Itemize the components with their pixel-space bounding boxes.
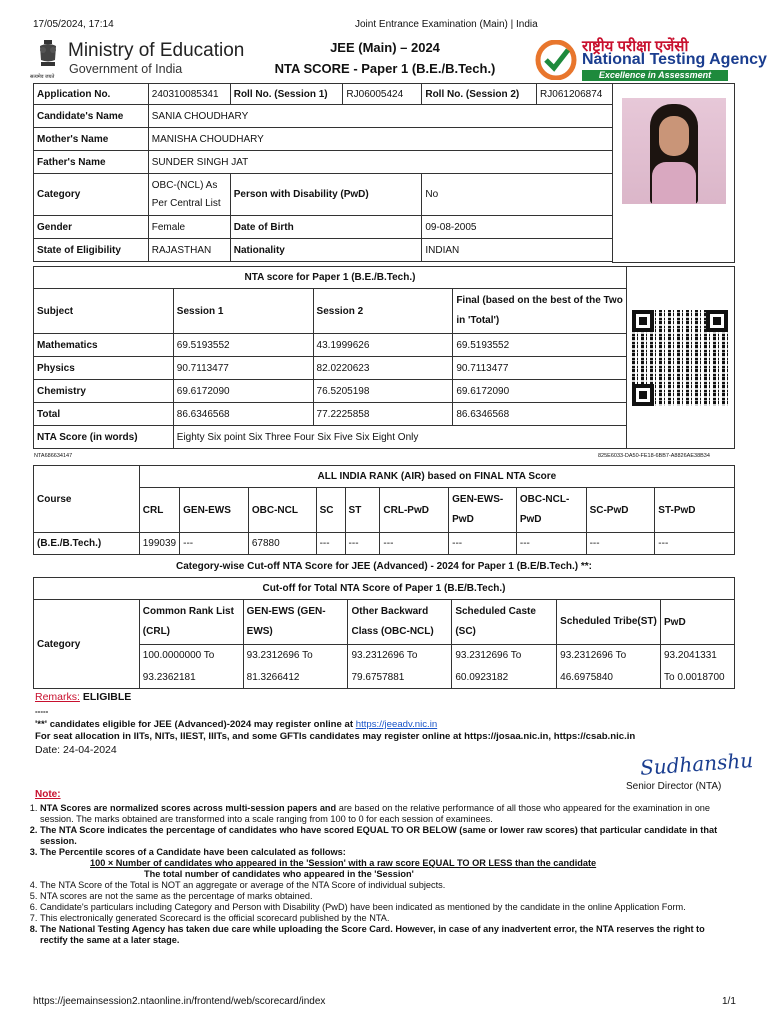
score-words-label: NTA Score (in words) <box>34 426 174 449</box>
nta-hindi-name: राष्ट्रीय परीक्षा एजेंसी <box>582 38 689 55</box>
air-value: --- <box>380 533 449 555</box>
note-bold: NTA Scores are normalized scores across multi-session papers and <box>40 803 337 813</box>
score-value: 69.6172090 <box>453 380 627 403</box>
air-course: (B.E./B.Tech.) <box>34 533 140 555</box>
remarks-line1 <box>35 719 437 730</box>
emblem-motto: सत्यमेव जयते <box>30 74 55 80</box>
score-header-session1: Session 1 <box>173 289 313 334</box>
mother-value: MANISHA CHOUDHARY <box>148 128 612 151</box>
cutoff-category-label: Category <box>34 600 140 689</box>
roll1-label: Roll No. (Session 1) <box>230 84 343 105</box>
score-header-session2: Session 2 <box>313 289 453 334</box>
note-item: 3. The Percentile scores of a Candidate have been calculated as follows: <box>40 847 734 858</box>
father-value: SUNDER SINGH JAT <box>148 151 612 174</box>
photo-cell <box>613 84 735 263</box>
subject-name: Physics <box>34 357 174 380</box>
note-item <box>40 803 734 825</box>
nta-score-table <box>33 266 735 449</box>
cutoff-header: GEN-EWS (GEN-EWS) <box>243 600 348 645</box>
note-formula <box>22 858 734 880</box>
note-item: 8. The National Testing Agency has taken due care while uploading the Score Card. However, in case of any inadvertent error, the NTA reserves the right to rectify the same at a later stage. <box>40 924 734 946</box>
air-header: SC-PwD <box>586 488 655 533</box>
air-value: --- <box>516 533 586 555</box>
score-value: 69.5193552 <box>173 334 313 357</box>
ministry-title: Ministry of Education <box>68 40 245 61</box>
air-header: ST <box>345 488 380 533</box>
cutoff-from: 100.0000000 To <box>139 645 243 667</box>
subject-name: Chemistry <box>34 380 174 403</box>
cutoff-from: 93.2041331 <box>661 645 735 667</box>
cutoff-table <box>33 577 735 689</box>
cutoff-header: Scheduled Tribe(ST) <box>557 600 661 645</box>
print-page-number: 1/1 <box>722 996 736 1007</box>
name-value: SANIA CHOUDHARY <box>148 105 612 128</box>
cutoff-from: 93.2312696 To <box>348 645 452 667</box>
cutoff-header: Common Rank List (CRL) <box>139 600 243 645</box>
signature: Sudhanshu <box>639 748 754 780</box>
score-value: 69.6172090 <box>173 380 313 403</box>
air-value: --- <box>449 533 517 555</box>
subject-name: Mathematics <box>34 334 174 357</box>
cutoff-heading: Category-wise Cut-off NTA Score for JEE (Advanced) - 2024 for Paper 1 (B.E/B.Tech.) **: <box>175 561 592 572</box>
air-header: CRL-PwD <box>380 488 449 533</box>
remarks-line1-text: '**' candidates eligible for JEE (Advanced)-2024 may register online at <box>35 719 354 730</box>
air-value: --- <box>316 533 345 555</box>
dob-value: 09-08-2005 <box>422 216 613 239</box>
score-value: 77.2225858 <box>313 403 453 426</box>
score-value: 69.5193552 <box>453 334 627 357</box>
formula-numerator: 100 × Number of candidates who appeared in the 'Session' with a raw score EQUAL TO OR LESS than the candidate <box>90 858 597 868</box>
note-item: 6. Candidate's particulars including Category and Person with Disability (PwD) have been indicated as mentioned by the candidate in the online Application Form. <box>40 902 734 913</box>
note-item: 2. The NTA Score indicates the percentage of candidates who have scored EQUAL TO OR BELOW (same or lower raw scores) that particular candidate in that session. <box>40 825 734 847</box>
jeeadv-link[interactable]: https://jeeadv.nic.in <box>355 719 438 730</box>
score-title: NTA SCORE - Paper 1 (B.E./B.Tech.) <box>274 61 496 76</box>
score-header-subject: Subject <box>34 289 174 334</box>
ministry-subtitle: Government of India <box>69 62 183 76</box>
score-value: 76.5205198 <box>313 380 453 403</box>
table-row <box>34 667 735 689</box>
issue-date: Date: 24-04-2024 <box>35 744 117 756</box>
remarks-dashes: ----- <box>35 707 49 716</box>
gender-label: Gender <box>34 216 149 239</box>
note-item: 4. The NTA Score of the Total is NOT an aggregate or average of the NTA Score of individual subjects. <box>40 880 734 891</box>
score-value: 86.6346568 <box>173 403 313 426</box>
score-table-title: NTA score for Paper 1 (B.E./B.Tech.) <box>34 267 627 289</box>
remarks <box>35 691 131 703</box>
score-header-final: Final (based on the best of the Two in 'Total') <box>453 289 627 334</box>
state-value: RAJASTHAN <box>148 239 230 262</box>
app-no-value: 240310085341 <box>148 84 230 105</box>
nta-logo-icon <box>534 40 578 80</box>
air-value: 199039 <box>139 533 179 555</box>
cutoff-from: 93.2312696 To <box>243 645 348 667</box>
dob-label: Date of Birth <box>230 216 422 239</box>
air-value: --- <box>345 533 380 555</box>
nationality-label: Nationality <box>230 239 422 262</box>
cutoff-to: 60.0923182 <box>452 667 557 689</box>
mother-label: Mother's Name <box>34 128 149 151</box>
air-title: ALL INDIA RANK (AIR) based on FINAL NTA Score <box>139 466 734 488</box>
note-title: Note: <box>35 789 61 800</box>
subject-name: Total <box>34 403 174 426</box>
gender-value: Female <box>148 216 230 239</box>
air-header: GEN-EWS-PwD <box>449 488 517 533</box>
nta-english-name: National Testing Agency <box>582 51 767 68</box>
cutoff-to: 79.6757881 <box>348 667 452 689</box>
air-value: --- <box>655 533 735 555</box>
cutoff-title: Cut-off for Total NTA Score of Paper 1 (B.E/B.Tech.) <box>34 578 735 600</box>
cutoff-to: 93.2362181 <box>139 667 243 689</box>
formula-denominator: The total number of candidates who appeared in the 'Session' <box>144 869 414 879</box>
pwd-value: No <box>422 174 613 216</box>
air-header: CRL <box>139 488 179 533</box>
exam-title: JEE (Main) – 2024 <box>330 40 440 55</box>
note-text: are based on the relative performance of all those who appeared for the examination in one session. The marks obtained are transformed into a scale ranging from 100 to 0 for each session of examinees. <box>40 803 711 824</box>
candidate-photo <box>622 98 726 204</box>
signatory-title: Senior Director (NTA) <box>626 781 722 792</box>
roll2-label: Roll No. (Session 2) <box>422 84 537 105</box>
score-value: 90.7113477 <box>453 357 627 380</box>
note-item: 7. This electronically generated Scorecard is the official scorecard published by the NTA. <box>40 913 734 924</box>
score-value: 86.6346568 <box>453 403 627 426</box>
print-url: https://jeemainsession2.ntaonline.in/frontend/web/scorecard/index <box>33 996 326 1007</box>
air-header: ST-PwD <box>655 488 735 533</box>
air-value: 67880 <box>248 533 316 555</box>
table-row <box>34 645 735 667</box>
roll2-value: RJ061206874 <box>537 84 613 105</box>
air-header: GEN-EWS <box>180 488 249 533</box>
score-value: 82.0220623 <box>313 357 453 380</box>
qr-code <box>632 310 728 406</box>
cutoff-to: To 0.0018700 <box>661 667 735 689</box>
qr-cell <box>626 267 734 449</box>
score-words-value: Eighty Six point Six Three Four Six Five Six Eight Only <box>173 426 626 449</box>
name-label: Candidate's Name <box>34 105 149 128</box>
print-page-title: Joint Entrance Examination (Main) | India <box>355 19 538 30</box>
candidate-details-table <box>33 83 735 263</box>
score-code-right: 825E6033-DA50-FE18-6BB7-A8826AE38B34 <box>598 453 710 459</box>
cutoff-from: 93.2312696 To <box>452 645 557 667</box>
emblem-icon <box>35 38 61 78</box>
air-header: SC <box>316 488 345 533</box>
score-value: 43.1999626 <box>313 334 453 357</box>
nationality-value: INDIAN <box>422 239 613 262</box>
category-value: OBC-(NCL) As Per Central List <box>148 174 230 216</box>
remarks-label: Remarks: <box>35 691 80 703</box>
cutoff-header: Scheduled Caste (SC) <box>452 600 557 645</box>
category-label: Category <box>34 174 149 216</box>
air-header: OBC-NCL-PwD <box>516 488 586 533</box>
air-header: OBC-NCL <box>248 488 316 533</box>
nta-tagline: Excellence in Assessment <box>582 70 728 81</box>
air-table <box>33 465 735 555</box>
cutoff-to: 46.6975840 <box>557 667 661 689</box>
print-datetime: 17/05/2024, 17:14 <box>33 19 114 30</box>
note-item: 5. NTA scores are not the same as the percentage of marks obtained. <box>40 891 734 902</box>
air-value: --- <box>586 533 655 555</box>
roll1-value: RJ06005424 <box>343 84 422 105</box>
cutoff-from: 93.2312696 To <box>557 645 661 667</box>
notes-list <box>22 803 734 946</box>
father-label: Father's Name <box>34 151 149 174</box>
air-course-label: Course <box>34 466 140 533</box>
pwd-label: Person with Disability (PwD) <box>230 174 422 216</box>
cutoff-header: Other Backward Class (OBC-NCL) <box>348 600 452 645</box>
air-value: --- <box>180 533 249 555</box>
score-value: 90.7113477 <box>173 357 313 380</box>
remarks-line2: For seat allocation in IITs, NITs, IIEST, IIITs, and some GFTIs candidates may register online at https://josaa.nic.in, https://csab.nic.in <box>35 731 636 742</box>
table-row <box>34 533 735 555</box>
state-label: State of Eligibility <box>34 239 149 262</box>
cutoff-header: PwD <box>661 600 735 645</box>
app-no-label: Application No. <box>34 84 149 105</box>
score-code-left: NTA686634147 <box>34 453 73 459</box>
remarks-value: ELIGIBLE <box>82 691 132 703</box>
cutoff-to: 81.3266412 <box>243 667 348 689</box>
